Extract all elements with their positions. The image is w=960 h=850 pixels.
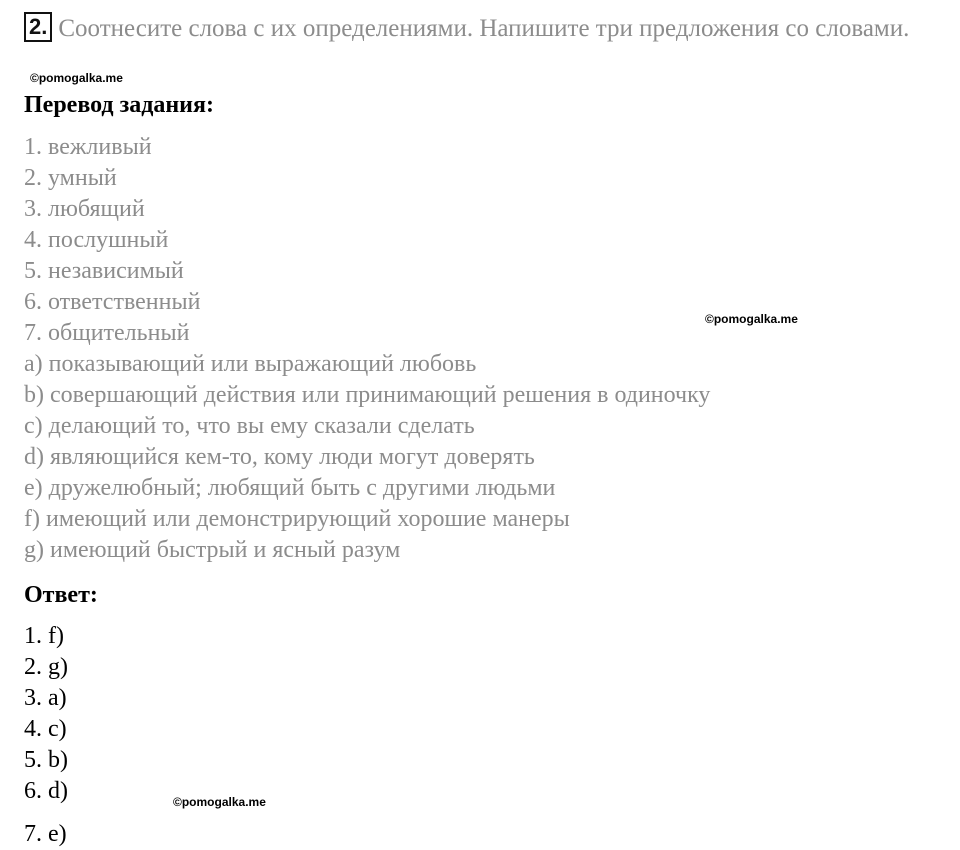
answer-heading: Ответ:	[24, 582, 98, 608]
watermark: ©pomogalka.me	[30, 71, 123, 85]
word-item: 5. независимый	[24, 258, 184, 284]
definition-item: g) имеющий быстрый и ясный разум	[24, 537, 401, 563]
word-item: 7. общительный	[24, 320, 190, 346]
watermark: ©pomogalka.me	[705, 312, 798, 326]
word-item: 3. любящий	[24, 196, 145, 222]
watermark: ©pomogalka.me	[173, 795, 266, 809]
answer-item: 6. d)	[24, 778, 68, 804]
translation-list	[24, 132, 710, 566]
translation-heading: Перевод задания:	[24, 92, 214, 118]
answer-item: 5. b)	[24, 747, 68, 773]
task-number-badge: 2.	[24, 12, 52, 42]
word-item: 4. послушный	[24, 227, 169, 253]
word-item: 1. вежливый	[24, 134, 152, 160]
definition-item: d) являющийся кем-то, кому люди могут доверять	[24, 444, 535, 470]
answer-item: 4. c)	[24, 716, 67, 742]
definition-item: c) делающий то, что вы ему сказали сделать	[24, 413, 475, 439]
answer-item: 7. e)	[24, 821, 67, 847]
answer-item: 3. a)	[24, 685, 67, 711]
word-item: 2. умный	[24, 165, 117, 191]
answer-item: 2. g)	[24, 654, 68, 680]
definition-item: a) показывающий или выражающий любовь	[24, 351, 477, 377]
task-statement	[24, 12, 924, 45]
definition-item: f) имеющий или демонстрирующий хорошие манеры	[24, 506, 570, 532]
word-item: 6. ответственный	[24, 289, 201, 315]
answer-item: 1. f)	[24, 623, 64, 649]
definition-item: b) совершающий действия или принимающий решения в одиночку	[24, 382, 711, 408]
task-text: Соотнесите слова с их определениями. Напишите три предложения со словами.	[58, 15, 910, 42]
definition-item: e) дружелюбный; любящий быть с другими людьми	[24, 475, 556, 501]
